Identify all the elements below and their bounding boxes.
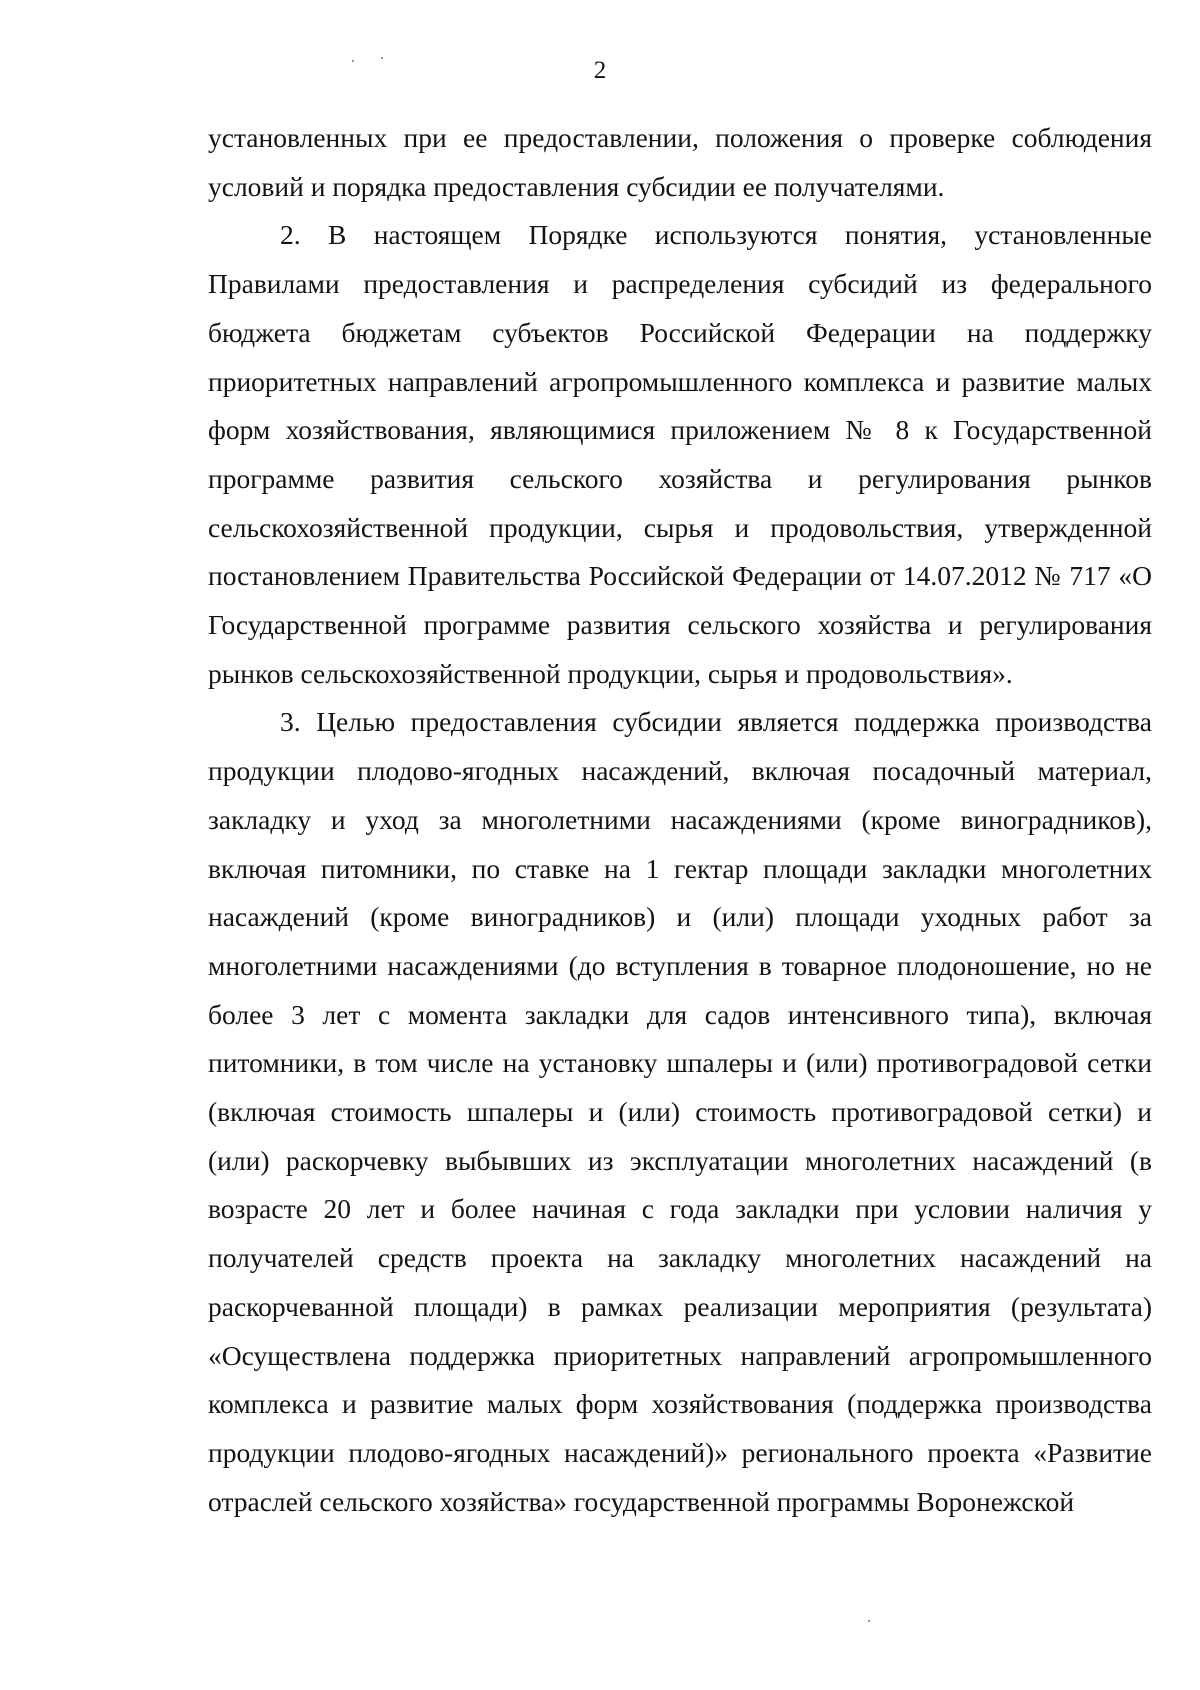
page-number: 2 (593, 57, 607, 84)
paragraph-item-2: 2. В настоящем Порядке используются понятия, установленные Правилами предоставления и распределения субсидий из федерального бюджета бюджетам субъектов Российской Федерации на поддержку приоритетных направлений агропромышленного комплекса и развитие малых форм хозяйствования, являющимися приложением № 8 к Государственной программе развития сельского хозяйства и регулирования рынков сельскохозяйственной продукции, сырья и продовольствия, утвержденной постановлением Правительства Российской Федерации от 14.07.2012 № 717 «О Государственной программе развития сельского хозяйства и регулирования рынков сельскохозяйственной продукции, сырья и продовольствия». (208, 219, 1152, 689)
paragraph-continuation: установленных при ее предоставлении, положения о проверке соблюдения условий и порядка предоставления субсидии ее получателями. (208, 122, 1152, 202)
paragraph-item-3: 3. Целью предоставления субсидии является поддержка производства продукции плодово-ягодных насаждений, включая посадочный материал, закладку и уход за многолетними насаждениями (кроме виноградников), включая питомники, по ставке на 1 гектар площади закладки многолетних насаждений (кроме виноградников) и (или) площади уходных работ за многолетними насаждениями (до вступления в товарное плодоношение, но не более 3 лет с момента закладки для садов интенсивного типа), включая питомники, в том числе на установку шпалеры и (или) противоградовой сетки (включая стоимость шпалеры и (или) стоимость противоградовой сетки) и (или) раскорчевку выбывших из эксплуатации многолетних насаждений (в возрасте 20 лет и более начиная с года закладки при условии наличия у получателей средств проекта на закладку многолетних насаждений на раскорчеванной площади) в рамках реализации мероприятия (результата) «Осуществлена поддержка приоритетных направлений агропромышленного комплекса и развитие малых форм хозяйствования (поддержка производства продукции плодово-ягодных насаждений)» регионального проекта «Развитие отраслей сельского хозяйства» государственной программы Воронежской (208, 706, 1152, 1517)
scan-speck (868, 1620, 870, 1622)
document-body (208, 114, 1152, 1526)
